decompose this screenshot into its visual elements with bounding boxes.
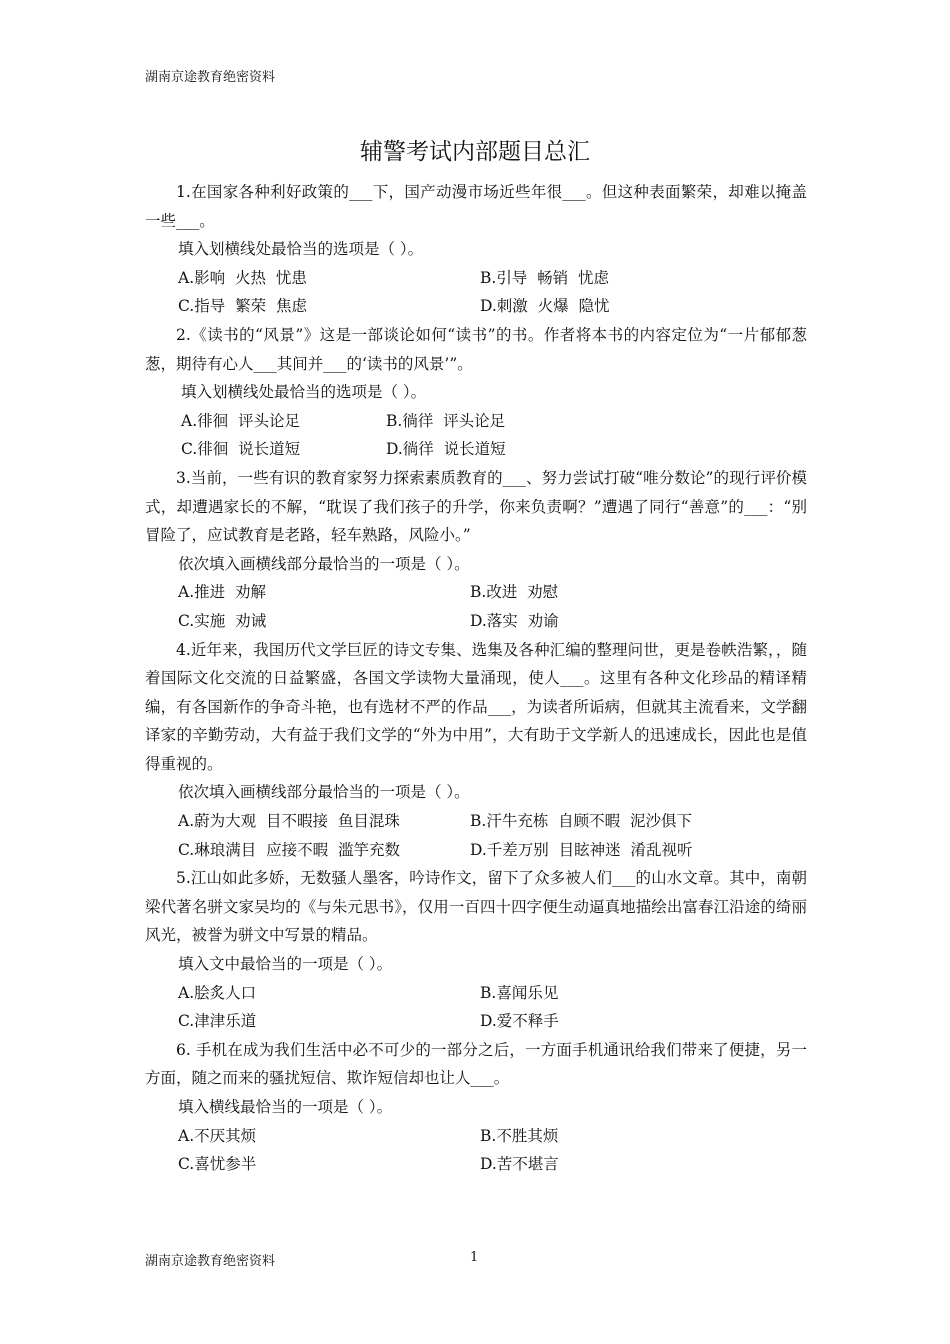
option-b: B.引导 畅销 忧虑 <box>480 268 610 287</box>
option-a: A.推进 劝解 <box>178 583 266 602</box>
question-1 <box>145 178 807 321</box>
option-a: A.蔚为大观 目不暇接 鱼目混珠 <box>178 812 400 831</box>
page-header: 湖南京途教育绝密资料 <box>145 70 276 85</box>
option-row <box>145 1007 807 1036</box>
question-prompt: 填入横线最恰当的一项是（ ）。 <box>178 1098 393 1116</box>
question-stem: 6. 手机在成为我们生活中必不可少的一部分之后，一方面手机通讯给我们带来了便捷，另一方面，随之而来的骚扰短信、欺诈短信却也让人___。 <box>145 1040 807 1088</box>
option-c: C.实施 劝诫 <box>178 611 267 630</box>
option-d: D.苦不堪言 <box>480 1155 559 1174</box>
question-3 <box>145 464 807 636</box>
page-number: 1 <box>470 1250 479 1265</box>
option-row <box>145 578 807 607</box>
page-title: 辅警考试内部题目总汇 <box>360 139 590 165</box>
option-c: C.琳琅满目 应接不暇 滥竽充数 <box>178 840 400 859</box>
question-5 <box>145 864 807 1036</box>
option-c: C.指导 繁荣 焦虑 <box>178 297 307 316</box>
option-row <box>145 979 807 1008</box>
option-row <box>145 807 807 836</box>
question-stem: 3.当前，一些有识的教育家努力探索素质教育的___、努力尝试打破“唯分数论”的现行评价模式，却遭遇家长的不解，“耽误了我们孩子的升学，你来负责啊？”遭遇了同行“善意”的___：“别冒险了，应试教育是老路，轻车熟路，风险小。” <box>145 468 807 545</box>
option-a: A.徘徊 评头论足 <box>181 411 300 430</box>
option-d: D.徜徉 说长道短 <box>386 440 506 459</box>
question-list <box>145 178 807 1179</box>
question-prompt: 填入划横线处最恰当的选项是（ ）。 <box>178 240 424 259</box>
option-a: A.影响 火热 忧患 <box>178 268 307 287</box>
option-row <box>145 407 807 436</box>
question-stem: 5.江山如此多娇，无数骚人墨客，吟诗作文，留下了众多被人们___的山水文章。其中，南朝梁代著名骈文家吴均的《与朱元思书》，仅用一百四十四字便生动逼真地描绘出富春江沿途的绮丽风光，被誉为骈文中写景的精品。 <box>145 869 807 945</box>
option-b: B.不胜其烦 <box>480 1126 559 1145</box>
option-c: C.徘徊 说长道短 <box>181 440 301 459</box>
option-d: D.落实 劝谕 <box>470 611 559 630</box>
question-prompt: 依次填入画横线部分最恰当的一项是（ ）。 <box>178 554 470 573</box>
option-row <box>145 1150 807 1179</box>
option-row <box>145 607 807 636</box>
option-b: B.喜闻乐见 <box>480 983 559 1002</box>
option-a: A.不厌其烦 <box>178 1126 257 1145</box>
option-row <box>145 264 807 293</box>
question-6 <box>145 1036 807 1179</box>
option-row <box>145 836 807 865</box>
option-c: C.喜忧参半 <box>178 1155 257 1174</box>
option-b: B.改进 劝慰 <box>470 583 559 602</box>
option-b: B.徜徉 评头论足 <box>386 411 506 430</box>
question-prompt: 填入文中最恰当的一项是（ ）。 <box>178 955 393 974</box>
option-b: B.汗牛充栋 自顾不暇 泥沙俱下 <box>470 812 693 831</box>
question-4 <box>145 636 807 865</box>
option-a: A.脍炙人口 <box>178 983 257 1002</box>
option-c: C.津津乐道 <box>178 1012 257 1031</box>
option-row <box>145 435 807 464</box>
option-row <box>145 292 807 321</box>
question-stem: 4.近年来，我国历代文学巨匠的诗文专集、选集及各种汇编的整理问世，更是卷帙浩繁，，随着国际文化交流的日益繁盛，各国文学读物大量涌现，使人___。这里有各种文化珍品的精译精编，有各国新作的争奇斗艳，也有选材不严的作品___，为读者所诟病，但就其主流看来，文学翻译家的辛勤劳动，大有益于我们文学的“外为中用”，大有助于文学新人的迅速成长，因此也是值得重视的。 <box>145 640 807 773</box>
page-footer: 湖南京途教育绝密资料 <box>145 1254 276 1269</box>
question-stem: 2.《读书的“风景”》这是一部谈论如何“读书”的书。作者将本书的内容定位为“一片郁郁葱葱，期待有心人___其间并___的‘读书的风景’”。 <box>145 325 807 373</box>
option-d: D.爱不释手 <box>480 1012 559 1031</box>
question-prompt: 依次填入画横线部分最恰当的一项是（ ）。 <box>178 783 470 802</box>
option-d: D.千差万别 目眩神迷 淆乱视听 <box>470 840 693 859</box>
option-d: D.刺激 火爆 隐忧 <box>480 297 610 316</box>
question-prompt: 填入划横线处最恰当的选项是（ ）。 <box>181 383 427 402</box>
option-row <box>145 1122 807 1151</box>
question-2 <box>145 321 807 464</box>
question-stem: 1.在国家各种利好政策的___下，国产动漫市场近些年很___。但这种表面繁荣，却难以掩盖一些___。 <box>145 183 807 230</box>
